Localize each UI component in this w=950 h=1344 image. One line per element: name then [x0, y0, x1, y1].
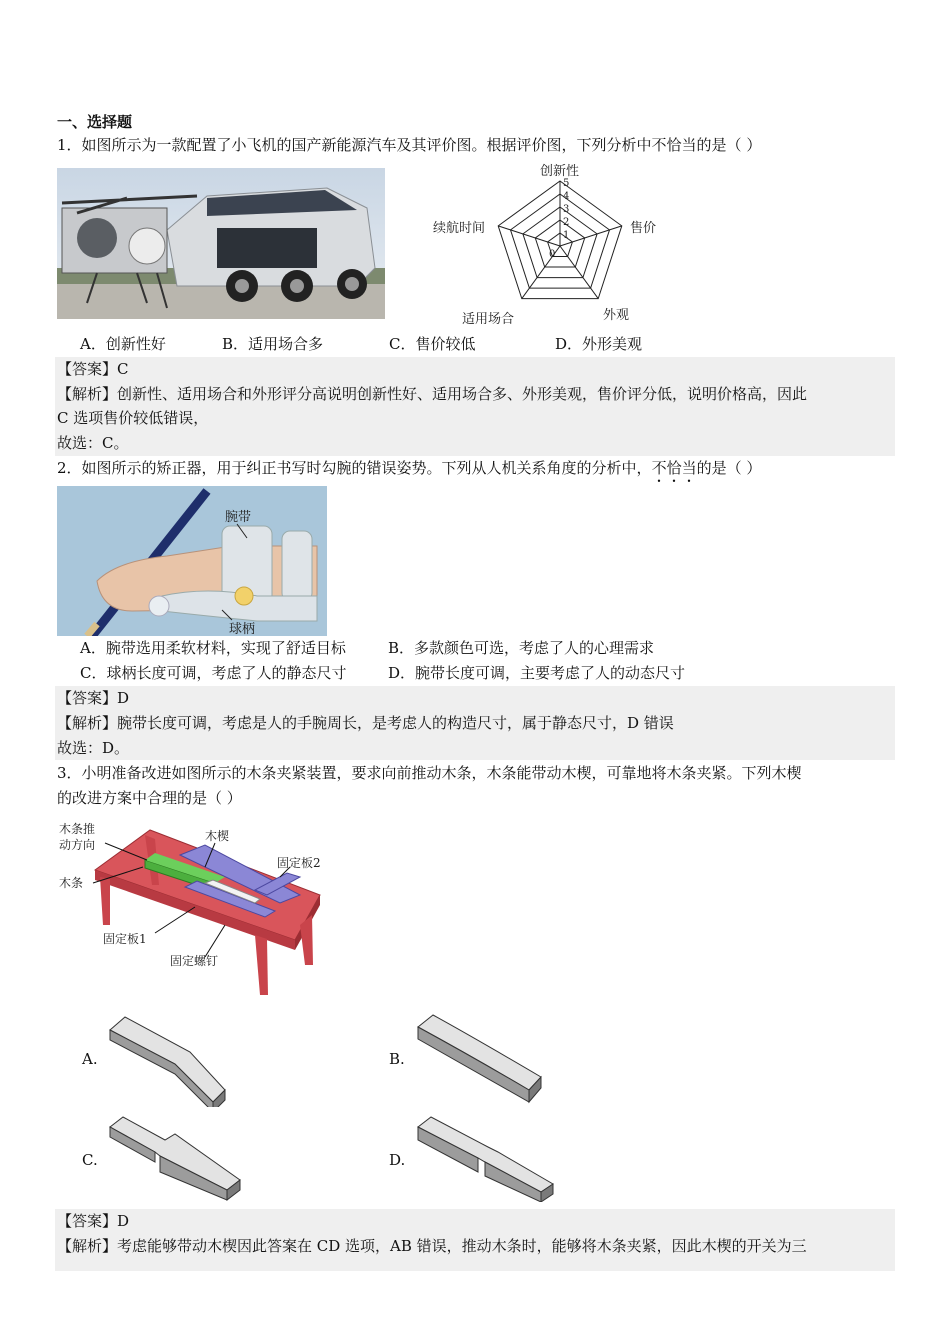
q2-option-a: A．腕带选用柔软材料，实现了舒适目标: [80, 639, 346, 657]
q2-answer: 【答案】D: [57, 689, 130, 707]
label-ball-handle: 球柄: [229, 622, 256, 636]
q1-option-c: C．售价较低: [389, 335, 476, 353]
radar-label-scenario: 适用场合: [462, 312, 515, 327]
label-wood-strip: 木条: [59, 876, 84, 890]
q1-option-d: D．外形美观: [555, 335, 643, 353]
q2-stem-a: 2．如图所示的矫正器，用于纠正书写时勾腕的错误姿势。下列从人机关系角度的分析中，: [57, 459, 652, 477]
wedge-option-d: [413, 1112, 558, 1202]
q1-answer: 【答案】C: [57, 360, 129, 378]
q2-stem: [57, 458, 761, 486]
car-photo: [57, 168, 385, 319]
label-push-direction-1: 木条推: [59, 822, 96, 836]
q2-option-b: B．多款颜色可选，考虑了人的心理需求: [388, 639, 655, 657]
q3-option-b-label: B.: [389, 1050, 405, 1068]
q3-analysis: 【解析】考虑能够带动木楔因此答案在 CD 选项，AB 错误，推动木条时，能够将木条夹紧，因此木楔的开关为三: [57, 1237, 807, 1255]
q3-answer: 【答案】D: [57, 1212, 130, 1230]
label-push-direction-2: 动方向: [59, 838, 96, 852]
q3-option-a-label: A.: [82, 1050, 98, 1068]
radar-label-price: 售价: [630, 221, 657, 236]
q1-conclusion: 故选：C。: [57, 434, 129, 452]
label-fixed-plate-2: 固定板2: [277, 856, 321, 870]
radar-tick: 4: [563, 191, 570, 202]
radar-tick: 3: [563, 204, 570, 215]
q2-option-d: D．腕带长度可调，主要考虑了人的动态尺寸: [388, 664, 686, 682]
q2-stem-b: 的是（ ）: [696, 459, 762, 477]
corrector-photo: [57, 486, 327, 636]
q3-stem: 3．小明准备改进如图所示的木条夹紧装置，要求向前推动木条，木条能带动木楔，可靠地将木条夹紧。下列木楔: [57, 764, 802, 782]
q3-option-d-label: D.: [389, 1151, 406, 1169]
radar-label-innovation: 创新性: [540, 164, 580, 179]
section-title: 一、选择题: [57, 113, 133, 131]
radar-tick: 1: [563, 230, 570, 241]
radar-tick: 0: [549, 249, 556, 260]
radar-label-range: 续航时间: [433, 221, 486, 236]
label-wristband: 腕带: [225, 510, 252, 525]
radar-tick: 5: [563, 178, 570, 189]
label-wedge: 木楔: [205, 829, 230, 843]
q3-stem-cont: 的改进方案中合理的是（ ）: [57, 789, 242, 807]
q1-analysis: 【解析】创新性、适用场合和外形评分高说明创新性好、适用场合多、外形美观，售价评分低，说明价格高，因此: [57, 385, 808, 403]
label-fixed-screw: 固定螺钉: [170, 954, 219, 968]
q1-answer-box: [55, 357, 895, 456]
q1-option-a: A．创新性好: [80, 335, 166, 353]
radar-label-appearance: 外观: [603, 308, 630, 323]
wedge-option-a: [105, 1012, 230, 1107]
radar-tick: 2: [563, 217, 570, 228]
radar-chart: [425, 160, 675, 330]
q1-option-b: B．适用场合多: [222, 335, 324, 353]
q1-analysis-cont: C 选项售价较低错误，: [57, 409, 209, 427]
q2-option-c: C．球柄长度可调，考虑了人的静态尺寸: [80, 664, 347, 682]
q3-option-c-label: C.: [82, 1151, 98, 1169]
q2-stem-emphasis: 不恰当: [651, 459, 697, 477]
clamp-device-figure: [55, 815, 345, 1005]
q2-analysis: 【解析】腕带长度可调，考虑是人的手腕周长，是考虑人的构造尺寸，属于静态尺寸，D 错误: [57, 714, 674, 732]
q2-conclusion: 故选：D。: [57, 739, 130, 757]
label-fixed-plate-1: 固定板1: [103, 932, 147, 946]
wedge-option-b: [413, 1012, 548, 1107]
q1-stem: 1．如图所示为一款配置了小飞机的国产新能源汽车及其评价图。根据评价图，下列分析中不恰当的是（ ）: [57, 136, 762, 154]
wedge-option-c: [105, 1112, 245, 1202]
